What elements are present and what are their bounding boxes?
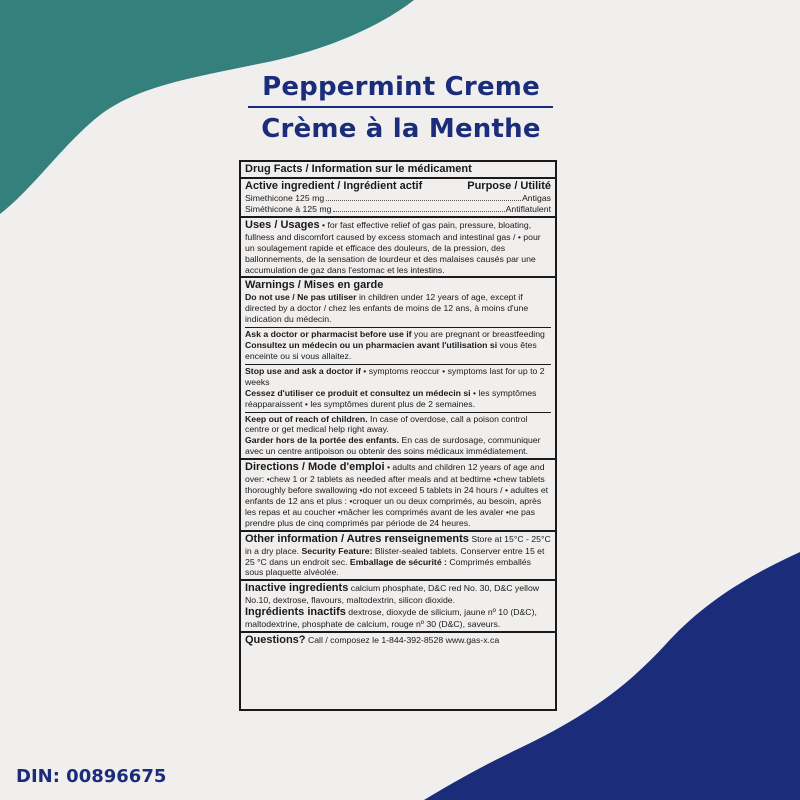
ingredient-purpose: Antigas — [522, 193, 551, 203]
ingredients-inactifs-text: dextrose, dioxyde de silicium, jaune nº 10 (D&C), maltodextrine, phosphate de calcium, rouge nº 30 (D&C), saveurs. — [245, 607, 537, 630]
divider — [245, 412, 551, 413]
active-ingredient-row — [245, 193, 551, 204]
storage-text-fr: Conserver entre 15 et 25 °C dans un endroit sec. — [245, 545, 545, 567]
active-ingredient-row — [245, 204, 551, 215]
stop-use-text: • symptoms reoccur • symptoms last for up to 2 weeks — [245, 365, 545, 387]
drug-facts-header-section — [241, 162, 555, 179]
divider — [245, 327, 551, 328]
keep-out-label: Keep out of reach of children. — [245, 413, 368, 424]
active-ingredient-section — [241, 179, 555, 218]
title-french: Crème à la Menthe — [261, 114, 541, 144]
garder-label: Garder hors de la portée des enfants. — [245, 435, 400, 446]
divider — [245, 364, 551, 365]
other-information-heading: Other information / Autres renseignements — [245, 532, 469, 545]
warnings-heading: Warnings / Mises en garde — [245, 279, 384, 292]
purpose-heading: Purpose / Utilité — [467, 180, 551, 192]
cessez-label: Cessez d'utiliser ce produit et consultez un médecin si — [245, 387, 471, 398]
other-information-section — [241, 532, 555, 582]
ask-doctor-text: you are pregnant or breastfeeding — [413, 329, 545, 340]
questions-section — [241, 633, 555, 648]
storage-text: Store at 15°C - 25°C in a dry place. — [245, 533, 551, 556]
drug-facts-panel — [239, 160, 557, 711]
dot-leader — [333, 204, 504, 212]
garder-text: En cas de surdosage, communiquer avec un centre antipoison ou obtenir des soins médicaux immédiatement. — [245, 435, 541, 457]
warnings-section — [241, 278, 555, 460]
do-not-use-text: in children under 12 years of age, except if directed by a doctor / chez les enfants de moins de 12 ans, à moins d'une indication du médecin. — [245, 292, 529, 325]
security-feature-text: Blister-sealed tablets. — [374, 545, 458, 556]
cessez-text: • les symptômes réapparaissent • les symptômes durent plus de 2 semaines. — [245, 387, 537, 409]
ask-doctor-label: Ask a doctor or pharmacist before use if — [245, 329, 412, 340]
inactive-ingredients-section — [241, 581, 555, 633]
directions-heading: Directions / Mode d'emploi — [245, 461, 385, 474]
directions-section — [241, 460, 555, 532]
ingredients-inactifs-heading: Ingrédients inactifs — [245, 606, 346, 619]
security-feature-label: Security Feature: — [301, 545, 373, 556]
emballage-text: Comprimés emballés sous plaquette alvéolée. — [245, 556, 531, 578]
questions-label: Questions? — [245, 634, 306, 647]
uses-text: • for fast effective relief of gas pain, pressure, bloating, fullness and discomfort caused by excess stomach and intestinal gas / • pour un soulagement rapide et efficace des douleurs, de la pression, des ballonnements, de la sensation de lourdeur et des malaises causés par une accumulation de gaz dans l'estomac et les intestins. — [245, 219, 541, 275]
do-not-use-label: Do not use / Ne pas utiliser — [245, 292, 357, 303]
directions-text: • adults and children 12 years of age and over: •chew 1 or 2 tablets as needed after meals and at bedtime •chew tablets thoroughly before swallowing •do not exceed 5 tablets in 24 hours / • adultes et enfants de 12 ans et plus : •croquer un ou deux comprimés, au besoin, après les repas et au coucher •mâcher les comprimés avant de les avaler •ne pas prendre plus de cinq comprimés par période de 24 heures. — [245, 462, 549, 528]
uses-section — [241, 218, 555, 279]
dot-leader — [326, 193, 521, 201]
consult-label: Consultez un médecin ou un pharmacien avant l'utilisation si — [245, 340, 498, 351]
ingredient-name: Siméthicone à 125 mg — [245, 203, 332, 214]
questions-text: Call / composez le 1-844-392-8528 www.gas-x.ca — [307, 635, 500, 646]
active-ingredient-heading: Active ingredient / Ingrédient actif — [245, 180, 423, 192]
inactive-ingredients-text: calcium phosphate, D&C red No. 30, D&C yellow No.10, dextrose, flavours, maltodextrin, silicon dioxide. — [245, 583, 540, 606]
inactive-ingredients-heading: Inactive ingredients — [245, 582, 349, 595]
title-english: Peppermint Creme — [262, 72, 540, 102]
emballage-label: Emballage de sécurité : — [349, 556, 447, 567]
uses-heading: Uses / Usages — [245, 218, 320, 231]
ingredient-name: Simethicone 125 mg — [245, 193, 325, 203]
ingredient-purpose: Antiflatulent — [505, 203, 551, 214]
stop-use-label: Stop use and ask a doctor if — [245, 365, 361, 376]
keep-out-text: In case of overdose, call a poison control centre or get medical help right away. — [245, 413, 528, 435]
din-number: DIN: 00896675 — [16, 766, 167, 787]
title-divider — [248, 106, 553, 108]
consult-text: vous êtes enceinte ou si vous allaitez. — [245, 340, 537, 361]
drug-facts-header: Drug Facts / Information sur le médicament — [245, 163, 472, 175]
